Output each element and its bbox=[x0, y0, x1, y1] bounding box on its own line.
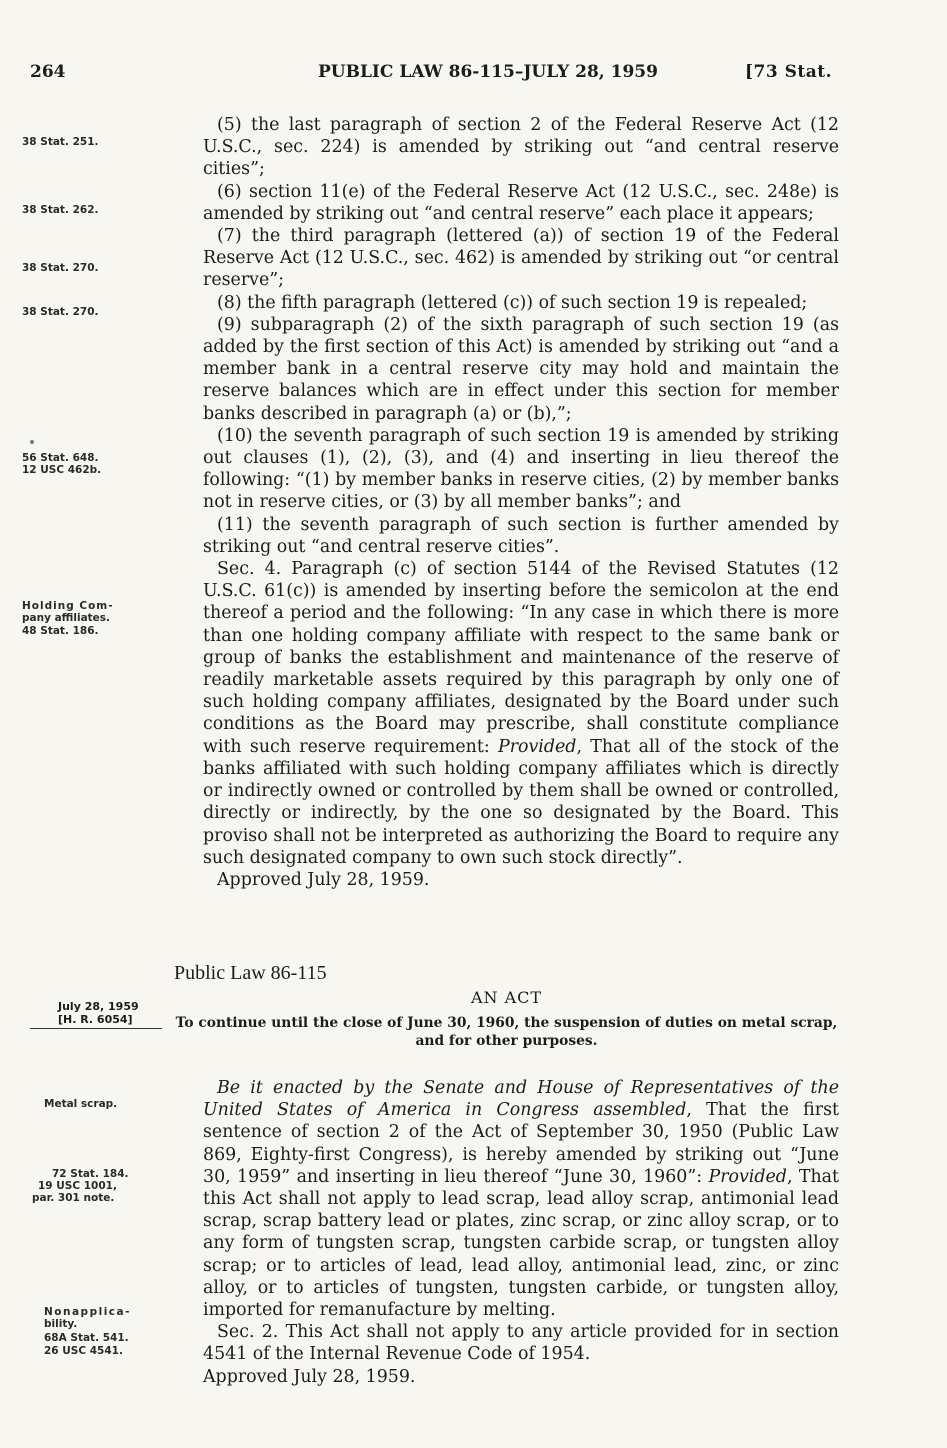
margin-note: bility. bbox=[44, 1318, 78, 1330]
paragraph: (6) section 11(e) of the Federal Reserve Act (12 U.S.C., sec. 248e) is amended by striking out “and central reserve” each place it appears; bbox=[203, 181, 839, 224]
margin-note: 48 Stat. 186. bbox=[22, 625, 99, 637]
bill-date: July 28, 1959 bbox=[58, 1000, 139, 1013]
section-4-proviso: , That all of the stock of the banks affiliated with such holding company affiliates which is directly or indirectly owned or controlled by them shall be owned or controlled, directly or indirectly, by the one so designated by the Board. This proviso shall not be interpreted as authorizing the Board to require any such designated company to own such stock directly”. bbox=[203, 736, 839, 868]
margin-dot bbox=[30, 440, 34, 444]
margin-note: 26 USC 4541. bbox=[44, 1345, 123, 1357]
approved-line: Approved July 28, 1959. bbox=[203, 1366, 416, 1387]
bill-date-box bbox=[30, 1000, 162, 1026]
act-section-1: , That the first sentence of section 2 of the Act of September 30, 1950 (Public Law 869, Eighty-first Congress), is hereby amended by striking out “June 30, 1959” and inserting in lieu thereof “June 30, 1960”: bbox=[203, 1100, 839, 1187]
provided-italic: Provided bbox=[498, 736, 577, 757]
approved-line: Approved July 28, 1959. bbox=[217, 869, 430, 890]
statute-volume: [73 Stat. bbox=[745, 62, 833, 82]
margin-note: 19 USC 1001, bbox=[38, 1180, 117, 1192]
margin-note: 68A Stat. 541. bbox=[44, 1332, 129, 1344]
paragraph: (5) the last paragraph of section 2 of the Federal Reserve Act (12 U.S.C., sec. 224) is amended by striking out “and central reserve cities”; bbox=[203, 115, 839, 180]
law-title: Public Law 86-115 bbox=[174, 962, 327, 984]
margin-note: Holding Com- bbox=[22, 600, 114, 612]
section-4-paragraph bbox=[203, 558, 839, 869]
paragraph: (8) the fifth paragraph (lettered (c)) of such section 19 is repealed; bbox=[217, 292, 808, 313]
margin-note: Metal scrap. bbox=[44, 1098, 118, 1110]
act-body bbox=[203, 1077, 839, 1388]
margin-note: 38 Stat. 270. bbox=[22, 306, 99, 318]
act-section-1-proviso: , That this Act shall not apply to lead scrap, lead alloy scrap, antimonial lead scrap, scrap battery lead or plates, zinc scrap, or zinc alloy scrap, or to any form of tungsten scrap, tungsten carbide scrap, or tungsten alloy scrap; or to articles of lead, lead alloy, antimonial lead, zinc, or zinc alloy, or to articles of tungsten, tungsten carbide, or tungsten alloy, imported for remanufacture by melting. bbox=[203, 1166, 840, 1321]
enacting-clause: Be it enacted by the Senate and House of Representatives of the United States of America in Congress assembled bbox=[203, 1078, 839, 1121]
section-4-text: Sec. 4. Paragraph (c) of section 5144 of the Revised Statutes (12 U.S.C. 61(c)) is amended by inserting before the semicolon at the end thereof a period and the following: “In any case in which there is more than one holding company affiliate with respect to the same bank or group of banks the establishment and maintenance of the reserve of readily marketable assets required by this paragraph by only one of such holding company affiliates, designated by the Board under such conditions as the Board may prescribe, shall constitute compliance with such reserve requirement: bbox=[203, 559, 839, 757]
margin-note: pany affiliates. bbox=[22, 612, 111, 624]
margin-note: 56 Stat. 648. bbox=[22, 452, 99, 464]
margin-note: 72 Stat. 184. bbox=[52, 1168, 129, 1180]
paragraph: (11) the seventh paragraph of such section is further amended by striking out “and central reserve cities”. bbox=[203, 514, 839, 557]
act-section-2: Sec. 2. This Act shall not apply to any article provided for in section 4541 of the Internal Revenue Code of 1954. bbox=[203, 1322, 839, 1365]
margin-note: Nonapplica- bbox=[44, 1306, 131, 1318]
an-act-heading: AN ACT bbox=[470, 988, 543, 1007]
provided-italic: Provided bbox=[708, 1166, 787, 1187]
paragraph: (7) the third paragraph (lettered (a)) of section 19 of the Federal Reserve Act (12 U.S.C., sec. 462) is amended by striking out “or central reserve”; bbox=[203, 226, 839, 291]
margin-note: par. 301 note. bbox=[32, 1192, 115, 1204]
enacting-paragraph bbox=[203, 1077, 839, 1321]
paragraph: (9) subparagraph (2) of the sixth paragraph of such section 19 (as added by the first section of this Act) is amended by striking out “and a member bank in a central reserve city may hold and maintain the reserve balances which are in effect under this section for member banks described in paragraph (a) or (b),”; bbox=[203, 314, 839, 424]
page-number: 264 bbox=[30, 62, 66, 82]
main-text bbox=[203, 114, 839, 891]
margin-note: 38 Stat. 270. bbox=[22, 262, 99, 274]
act-purpose: To continue until the close of June 30, 1960, the suspension of duties on metal scrap, and for other purposes. bbox=[175, 1015, 838, 1049]
margin-note: 38 Stat. 251. bbox=[22, 136, 99, 148]
divider bbox=[30, 1028, 162, 1029]
bill-number: [H. R. 6054] bbox=[58, 1013, 133, 1026]
running-title: PUBLIC LAW 86-115–JULY 28, 1959 bbox=[318, 62, 658, 82]
page-header bbox=[0, 62, 947, 92]
margin-note: 38 Stat. 262. bbox=[22, 204, 99, 216]
margin-note: 12 USC 462b. bbox=[22, 464, 102, 476]
paragraph: (10) the seventh paragraph of such section 19 is amended by striking out clauses (1), (2), (3), and (4) and inserting in lieu thereof the following: “(1) by member banks in reserve cities, (2) by member banks not in reserve cities, or (3) by all member banks”; and bbox=[203, 425, 839, 513]
